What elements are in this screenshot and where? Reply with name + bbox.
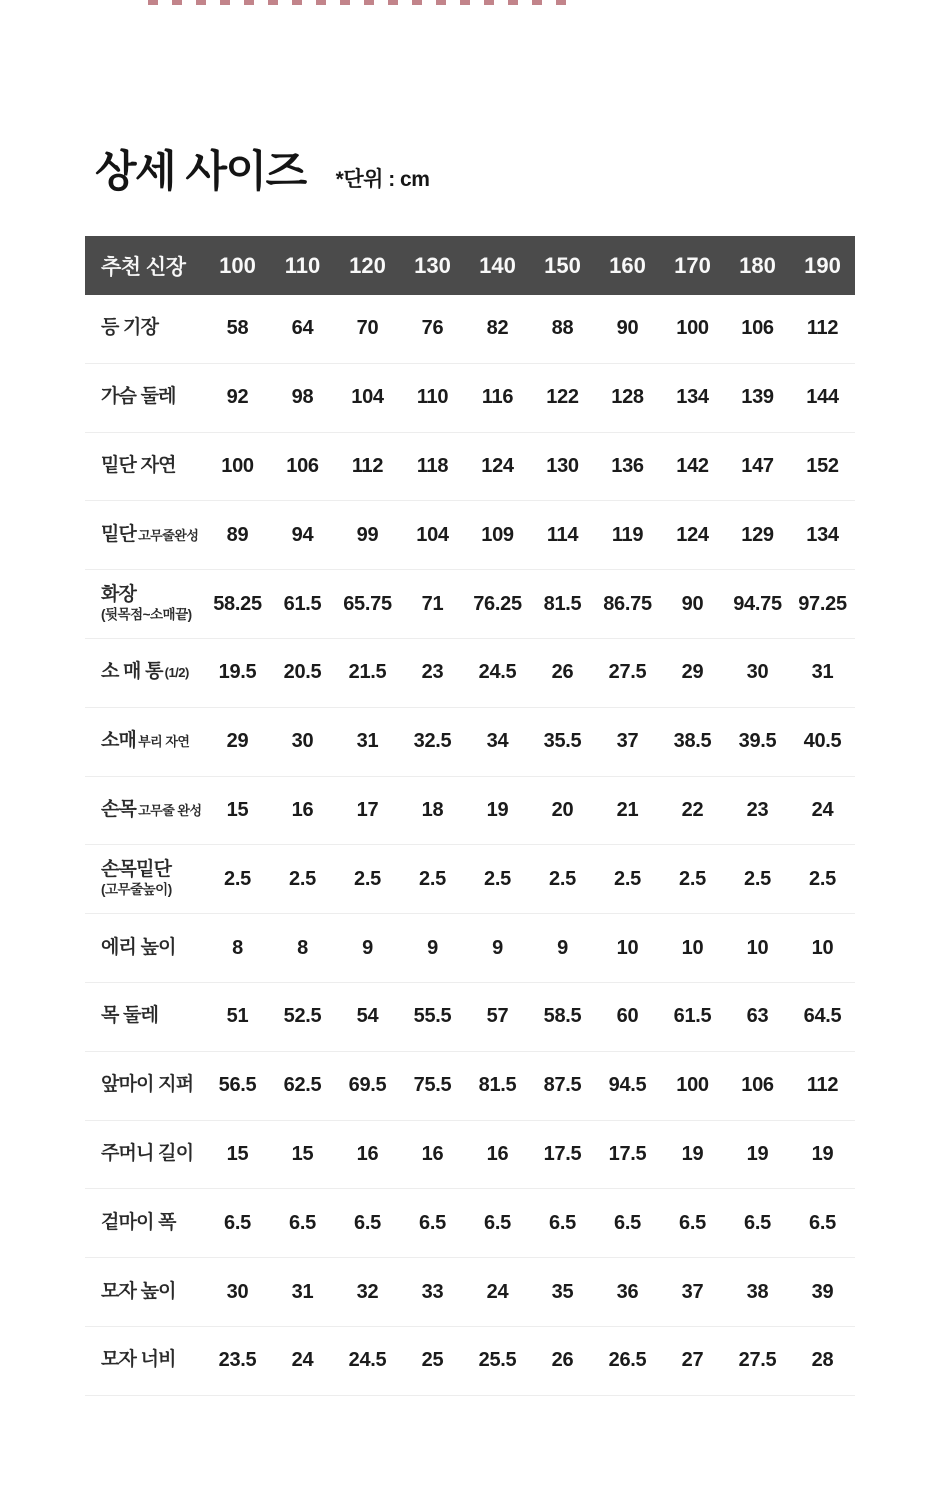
cell-value: 2.5 xyxy=(679,867,706,890)
cell-value: 26 xyxy=(551,1349,574,1372)
cell-value: 94 xyxy=(291,523,314,546)
header-col: 120 xyxy=(349,252,386,278)
cell-value: 57 xyxy=(486,1005,509,1028)
cell-value: 94.5 xyxy=(608,1074,647,1097)
cell-value: 6.5 xyxy=(354,1211,381,1234)
cell-value: 39 xyxy=(811,1280,834,1303)
cell-value: 2.5 xyxy=(224,867,251,890)
cell-value: 52.5 xyxy=(283,1005,322,1028)
cell-value: 90 xyxy=(616,317,639,340)
cell-value: 6.5 xyxy=(809,1211,836,1234)
cell-value: 15 xyxy=(226,1142,249,1165)
cell-value: 81.5 xyxy=(478,1074,517,1097)
cell-value: 22 xyxy=(681,798,704,821)
cell-value: 114 xyxy=(546,523,579,546)
row-label: 앞마이 지퍼 xyxy=(101,1074,194,1096)
header-col: 110 xyxy=(284,252,321,278)
row-label: 밑단 자연 xyxy=(101,455,176,477)
cell-value: 23 xyxy=(421,661,444,684)
cell-value: 31 xyxy=(291,1280,314,1303)
table-row xyxy=(85,639,855,708)
cell-value: 16 xyxy=(356,1142,379,1165)
header-col: 160 xyxy=(609,252,646,278)
cell-value: 62.5 xyxy=(283,1074,322,1097)
cell-value: 100 xyxy=(676,317,709,340)
cell-value: 15 xyxy=(226,798,249,821)
cell-value: 20 xyxy=(551,798,574,821)
cell-value: 2.5 xyxy=(484,867,511,890)
cell-value: 92 xyxy=(226,386,249,409)
cell-value: 29 xyxy=(681,661,704,684)
table-row xyxy=(85,708,855,777)
row-label: 에리 높이 xyxy=(101,936,176,958)
cell-value: 51 xyxy=(226,1005,249,1028)
row-label: 소매 부리 자연 xyxy=(101,730,190,752)
cell-value: 19.5 xyxy=(218,661,257,684)
cell-value: 32.5 xyxy=(413,730,452,753)
cell-value: 134 xyxy=(806,523,839,546)
cell-value: 30 xyxy=(746,661,769,684)
title-row xyxy=(95,148,429,197)
cell-value: 106 xyxy=(741,317,774,340)
table-row xyxy=(85,845,855,914)
cell-value: 110 xyxy=(416,386,449,409)
table-row xyxy=(85,1121,855,1190)
cell-value: 10 xyxy=(746,936,769,959)
cell-value: 6.5 xyxy=(549,1211,576,1234)
cell-value: 58 xyxy=(226,317,249,340)
cell-value: 8 xyxy=(297,936,308,959)
cell-value: 55.5 xyxy=(413,1005,452,1028)
cell-value: 130 xyxy=(546,454,579,477)
cell-value: 23.5 xyxy=(218,1349,257,1372)
header-col: 130 xyxy=(414,252,451,278)
cell-value: 2.5 xyxy=(419,867,446,890)
cell-value: 87.5 xyxy=(543,1074,582,1097)
cell-value: 29 xyxy=(226,730,249,753)
cell-value: 34 xyxy=(486,730,509,753)
cell-value: 60 xyxy=(616,1005,639,1028)
cell-value: 112 xyxy=(806,317,839,340)
cell-value: 122 xyxy=(546,386,579,409)
cell-value: 104 xyxy=(351,386,384,409)
cell-value: 2.5 xyxy=(289,867,316,890)
cell-value: 17.5 xyxy=(543,1142,582,1165)
cell-value: 40.5 xyxy=(803,730,842,753)
cell-value: 99 xyxy=(356,523,379,546)
cell-value: 35.5 xyxy=(543,730,582,753)
cell-value: 136 xyxy=(611,454,644,477)
row-label: 주머니 길이 xyxy=(101,1143,194,1165)
cell-value: 26.5 xyxy=(608,1349,647,1372)
cell-value: 37 xyxy=(616,730,639,753)
row-label: 화장 (뒷목점~소매끝) xyxy=(101,584,192,623)
cell-value: 16 xyxy=(486,1142,509,1165)
cell-value: 25 xyxy=(421,1349,444,1372)
cell-value: 100 xyxy=(221,454,254,477)
cell-value: 16 xyxy=(291,798,314,821)
header-col: 100 xyxy=(219,252,256,278)
cell-value: 81.5 xyxy=(543,592,582,615)
table-row xyxy=(85,433,855,502)
cell-value: 24 xyxy=(291,1349,314,1372)
cell-value: 21.5 xyxy=(348,661,387,684)
cell-value: 75.5 xyxy=(413,1074,452,1097)
cell-value: 9 xyxy=(557,936,568,959)
cell-value: 10 xyxy=(681,936,704,959)
cell-value: 24.5 xyxy=(348,1349,387,1372)
cell-value: 6.5 xyxy=(679,1211,706,1234)
header-col: 180 xyxy=(739,252,776,278)
cell-value: 26 xyxy=(551,661,574,684)
table-row xyxy=(85,777,855,846)
cell-value: 8 xyxy=(232,936,243,959)
cutoff-text-strip xyxy=(148,0,580,5)
cell-value: 106 xyxy=(286,454,319,477)
row-label: 모자 높이 xyxy=(101,1280,176,1302)
cell-value: 20.5 xyxy=(283,661,322,684)
cell-value: 15 xyxy=(291,1142,314,1165)
cell-value: 21 xyxy=(616,798,639,821)
cell-value: 31 xyxy=(356,730,379,753)
row-label: 밑단 고무줄완성 xyxy=(101,523,199,545)
cell-value: 112 xyxy=(351,454,384,477)
table-row xyxy=(85,364,855,433)
row-label: 모자 너비 xyxy=(101,1349,176,1371)
cell-value: 65.75 xyxy=(343,592,392,615)
cell-value: 32 xyxy=(356,1280,379,1303)
cell-value: 6.5 xyxy=(289,1211,316,1234)
cell-value: 17 xyxy=(356,798,379,821)
cell-value: 19 xyxy=(681,1142,704,1165)
row-label: 소 매 통 (1/2) xyxy=(101,661,189,683)
table-header-row xyxy=(85,236,855,295)
cell-value: 61.5 xyxy=(283,592,322,615)
cell-value: 30 xyxy=(291,730,314,753)
cell-value: 28 xyxy=(811,1349,834,1372)
row-label: 등 기장 xyxy=(101,317,159,339)
row-label: 목 둘레 xyxy=(101,1005,159,1027)
cell-value: 38 xyxy=(746,1280,769,1303)
cell-value: 39.5 xyxy=(738,730,777,753)
cell-value: 82 xyxy=(486,317,509,340)
table-body xyxy=(85,295,855,1396)
page-title: 상세 사이즈 xyxy=(95,148,306,196)
cell-value: 134 xyxy=(676,386,709,409)
cell-value: 2.5 xyxy=(549,867,576,890)
cell-value: 27.5 xyxy=(608,661,647,684)
cell-value: 18 xyxy=(421,798,444,821)
row-label: 손목밑단 (고무줄높이) xyxy=(101,859,172,898)
cell-value: 6.5 xyxy=(224,1211,251,1234)
cell-value: 94.75 xyxy=(733,592,782,615)
header-col: 170 xyxy=(674,252,711,278)
header-col: 150 xyxy=(544,252,581,278)
cell-value: 89 xyxy=(226,523,249,546)
cell-value: 71 xyxy=(421,592,444,615)
cell-value: 9 xyxy=(362,936,373,959)
cell-value: 112 xyxy=(806,1074,839,1097)
cell-value: 17.5 xyxy=(608,1142,647,1165)
header-label: 추천 신장 xyxy=(101,255,186,279)
cell-value: 35 xyxy=(551,1280,574,1303)
table-row xyxy=(85,570,855,639)
cell-value: 116 xyxy=(481,386,514,409)
cell-value: 86.75 xyxy=(603,592,652,615)
cell-value: 23 xyxy=(746,798,769,821)
table-row xyxy=(85,1327,855,1396)
cell-value: 58.5 xyxy=(543,1005,582,1028)
cell-value: 139 xyxy=(741,386,774,409)
cell-value: 16 xyxy=(421,1142,444,1165)
cell-value: 54 xyxy=(356,1005,379,1028)
cell-value: 19 xyxy=(811,1142,834,1165)
cell-value: 109 xyxy=(481,523,514,546)
cell-value: 98 xyxy=(291,386,314,409)
cell-value: 76 xyxy=(421,317,444,340)
cell-value: 19 xyxy=(746,1142,769,1165)
cell-value: 2.5 xyxy=(614,867,641,890)
unit-note: *단위 : cm xyxy=(335,167,430,191)
cell-value: 6.5 xyxy=(484,1211,511,1234)
cell-value: 9 xyxy=(427,936,438,959)
table-row xyxy=(85,983,855,1052)
cell-value: 124 xyxy=(481,454,514,477)
cell-value: 27 xyxy=(681,1349,704,1372)
cell-value: 69.5 xyxy=(348,1074,387,1097)
cell-value: 27.5 xyxy=(738,1349,777,1372)
table-row xyxy=(85,501,855,570)
row-label: 가슴 둘레 xyxy=(101,386,176,408)
cell-value: 70 xyxy=(356,317,379,340)
cell-value: 37 xyxy=(681,1280,704,1303)
cell-value: 118 xyxy=(416,454,449,477)
table-row xyxy=(85,1258,855,1327)
cell-value: 10 xyxy=(616,936,639,959)
cell-value: 106 xyxy=(741,1074,774,1097)
cell-value: 30 xyxy=(226,1280,249,1303)
cell-value: 24 xyxy=(811,798,834,821)
cell-value: 2.5 xyxy=(744,867,771,890)
header-col: 140 xyxy=(479,252,516,278)
cell-value: 56.5 xyxy=(218,1074,257,1097)
cell-value: 128 xyxy=(611,386,644,409)
cell-value: 119 xyxy=(611,523,644,546)
table-row xyxy=(85,1052,855,1121)
cell-value: 129 xyxy=(741,523,774,546)
cell-value: 2.5 xyxy=(354,867,381,890)
cell-value: 144 xyxy=(806,386,839,409)
cell-value: 100 xyxy=(676,1074,709,1097)
cell-value: 24.5 xyxy=(478,661,517,684)
size-table xyxy=(85,236,855,1396)
cell-value: 10 xyxy=(811,936,834,959)
cell-value: 2.5 xyxy=(809,867,836,890)
cell-value: 33 xyxy=(421,1280,444,1303)
cell-value: 124 xyxy=(676,523,709,546)
cell-value: 104 xyxy=(416,523,449,546)
cell-value: 58.25 xyxy=(213,592,262,615)
cell-value: 76.25 xyxy=(473,592,522,615)
cell-value: 147 xyxy=(741,454,774,477)
table-row xyxy=(85,1189,855,1258)
cell-value: 64.5 xyxy=(803,1005,842,1028)
cell-value: 152 xyxy=(806,454,839,477)
cell-value: 9 xyxy=(492,936,503,959)
row-label: 손목 고무줄 완성 xyxy=(101,799,202,821)
cell-value: 6.5 xyxy=(744,1211,771,1234)
cell-value: 142 xyxy=(676,454,709,477)
table-row xyxy=(85,295,855,364)
cell-value: 25.5 xyxy=(478,1349,517,1372)
cell-value: 24 xyxy=(486,1280,509,1303)
cell-value: 31 xyxy=(811,661,834,684)
cell-value: 97.25 xyxy=(798,592,847,615)
table-row xyxy=(85,914,855,983)
cell-value: 38.5 xyxy=(673,730,712,753)
cell-value: 64 xyxy=(291,317,314,340)
cell-value: 63 xyxy=(746,1005,769,1028)
cell-value: 90 xyxy=(681,592,704,615)
cell-value: 88 xyxy=(551,317,574,340)
header-col: 190 xyxy=(804,252,841,278)
cell-value: 6.5 xyxy=(614,1211,641,1234)
cell-value: 61.5 xyxy=(673,1005,712,1028)
cell-value: 19 xyxy=(486,798,509,821)
row-label: 겉마이 폭 xyxy=(101,1211,176,1233)
cell-value: 36 xyxy=(616,1280,639,1303)
cell-value: 6.5 xyxy=(419,1211,446,1234)
